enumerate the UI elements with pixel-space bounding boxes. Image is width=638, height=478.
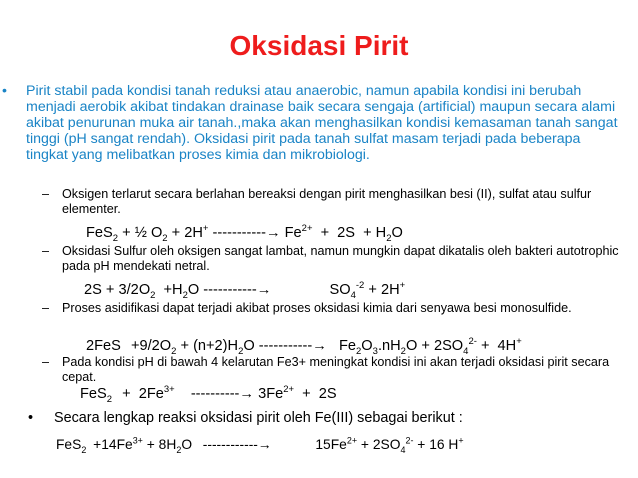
- equation-token: O: [138, 282, 151, 298]
- equation-token: FeS: [94, 338, 121, 354]
- equation-token: SO: [442, 338, 464, 354]
- equation-token: +: [368, 282, 377, 298]
- equation-token: 3+: [163, 384, 175, 396]
- equation-token: +: [458, 435, 464, 446]
- equation-token: O: [181, 437, 193, 452]
- equation-token: SO: [380, 437, 401, 452]
- equation-token: 2: [81, 444, 87, 455]
- equation-token: Fe: [266, 386, 284, 402]
- equation-1: [86, 225, 403, 242]
- sub-point-3-text: Proses asidifikasi dapat terjadi akibat proses oksidasi kimia dari senyawa besi monosulfide.: [62, 301, 572, 315]
- equation-token: +: [163, 282, 173, 298]
- equation-token: 2: [106, 393, 113, 405]
- reaction-arrow-3: -----------→: [258, 338, 327, 354]
- summary-bullet: [28, 410, 463, 427]
- equation-token: 16: [429, 437, 445, 452]
- equation-token: +: [302, 386, 311, 402]
- equation-token: +: [360, 437, 369, 452]
- equation-token: H: [192, 225, 203, 241]
- equation-token: 2: [372, 437, 381, 452]
- equation-token: 2: [86, 338, 95, 354]
- equation-token: 2+: [283, 384, 295, 396]
- equation-token: +: [516, 336, 522, 348]
- bullet-icon: •: [28, 410, 34, 426]
- reaction-arrow-5: ------------→: [202, 437, 272, 452]
- intro-paragraph: [2, 83, 620, 163]
- equation-token: 2-: [468, 336, 477, 348]
- equation-token: 2+: [301, 223, 313, 235]
- equation-token: 2: [176, 444, 182, 455]
- equation-4: [80, 386, 337, 403]
- equation-token: 2: [84, 282, 93, 298]
- equation-token: 2: [182, 289, 188, 301]
- equation-token: H: [505, 338, 517, 354]
- equation-token: (n+2): [193, 338, 228, 354]
- equation-token: O: [159, 338, 172, 354]
- equation-token: +: [180, 338, 189, 354]
- equation-token: +: [421, 338, 430, 354]
- equation-token: H: [375, 225, 387, 241]
- equation-token: +: [399, 280, 406, 292]
- equation-token: 2+: [346, 435, 358, 446]
- equation-token: 14: [101, 437, 117, 452]
- equation-token: 3+: [132, 435, 143, 446]
- equation-token: 3: [372, 345, 378, 357]
- equation-token: +: [122, 225, 131, 241]
- reaction-arrow-1: -----------→: [212, 225, 281, 241]
- equation-token: H: [389, 282, 400, 298]
- dash-icon: –: [42, 301, 50, 315]
- equation-token: S: [92, 282, 102, 298]
- equation-3: [86, 338, 522, 355]
- equation-token: 3/2: [118, 282, 139, 298]
- equation-token: Fe: [116, 437, 133, 452]
- dash-icon: –: [42, 187, 50, 201]
- equation-token: H: [390, 338, 401, 354]
- equation-token: 2: [171, 345, 177, 357]
- intro-text: Pirit stabil pada kondisi tanah reduksi atau anaerobic, namun apabila kondisi ini berubah menjadi aerobik akibat tindakan drainase baik secara sengaja (artificial) maupun secara alami akibat penurunan muka air tanah.,maka akan menghasilkan kondisi kemasaman tanah sangat tinggi (pH sangat rendah). Oksidasi pirit pada tanah sulfat masam terjadi pada beberapa tingkat yang melibatkan proses kimia dan mikrobiologi.: [26, 83, 618, 163]
- equation-token: +: [171, 225, 181, 241]
- equation-token: +: [363, 225, 372, 241]
- equation-token: 4: [497, 338, 506, 354]
- equation-token: 4: [463, 345, 469, 357]
- equation-token: .n: [377, 338, 391, 354]
- equation-token: 4: [350, 289, 356, 301]
- equation-token: +: [122, 386, 131, 402]
- equation-token: Fe: [330, 437, 347, 452]
- equation-5: [56, 436, 464, 453]
- equation-token: 8: [158, 437, 167, 452]
- equation-token: H: [172, 282, 183, 298]
- equation-2: [84, 282, 405, 299]
- equation-token: H: [227, 338, 239, 354]
- equation-token: 2: [318, 386, 327, 402]
- bullet-icon: •: [2, 83, 7, 99]
- sub-point-1: [42, 187, 622, 217]
- equation-token: S: [326, 386, 337, 402]
- equation-token: 2: [138, 386, 147, 402]
- equation-token: Fe: [146, 386, 164, 402]
- equation-token: 15: [315, 437, 331, 452]
- equation-token: +: [320, 225, 330, 241]
- equation-token: -2: [355, 280, 365, 292]
- equation-token: +: [417, 437, 426, 452]
- equation-token: O: [361, 338, 373, 354]
- reaction-arrow-2: -----------→: [203, 282, 272, 298]
- equation-token: 3: [258, 386, 267, 402]
- equation-token: 4: [400, 444, 406, 455]
- equation-token: 2: [238, 345, 244, 357]
- equation-token: 2: [380, 282, 390, 298]
- equation-token: +: [202, 223, 209, 235]
- equation-token: S: [345, 225, 356, 241]
- equation-token: Fe: [284, 225, 302, 241]
- equation-token: Fe: [338, 338, 357, 354]
- sub-point-2: [42, 244, 622, 274]
- equation-token: 2: [184, 225, 193, 241]
- equation-token: 2: [386, 232, 392, 244]
- equation-token: O: [405, 338, 418, 354]
- summary-text: Secara lengkap reaksi oksidasi pirit oleh Fe(III) sebagai berikut :: [54, 410, 463, 426]
- equation-token: 2: [337, 225, 346, 241]
- equation-token: FeS: [56, 437, 82, 452]
- equation-token: 2: [433, 338, 443, 354]
- sub-point-2-text: Oksidasi Sulfur oleh oksigen sangat lambat, namun mungkin dapat dikatalis oleh bakteri autotrophic pada pH mendekati netral.: [62, 244, 619, 273]
- equation-token: FeS: [86, 225, 113, 241]
- sub-point-4-text: Pada kondisi pH di bawah 4 kelarutan Fe3+ meningkat kondisi ini akan terjadi oksidasi pirit secara cepat.: [62, 355, 610, 384]
- sub-point-4: [42, 355, 622, 385]
- equation-token: +: [146, 437, 155, 452]
- equation-token: O: [150, 225, 163, 241]
- sub-point-3: [42, 301, 622, 316]
- equation-token: ½: [134, 225, 147, 241]
- equation-token: +9/2: [130, 338, 160, 354]
- sub-point-1-text: Oksigen terlarut secara berlahan bereaksi dengan pirit menghasilkan besi (II), sulfat atau sulfur elementer.: [62, 187, 592, 216]
- equation-token: SO: [329, 282, 351, 298]
- equation-token: +: [93, 437, 102, 452]
- equation-token: 2: [162, 232, 168, 244]
- dash-icon: –: [42, 355, 50, 369]
- equation-token: 2-: [405, 435, 414, 446]
- equation-token: O: [187, 282, 200, 298]
- reaction-arrow-4: ----------→: [190, 386, 255, 402]
- equation-token: 2: [112, 232, 119, 244]
- equation-token: O: [243, 338, 255, 354]
- equation-token: 2: [400, 345, 406, 357]
- equation-token: +: [105, 282, 115, 298]
- slide-title: Oksidasi Pirit: [229, 30, 409, 61]
- equation-token: 2: [356, 345, 362, 357]
- equation-token: H: [448, 437, 459, 452]
- equation-token: H: [166, 437, 177, 452]
- equation-token: +: [480, 338, 490, 354]
- equation-token: 2: [150, 289, 156, 301]
- equation-token: FeS: [80, 386, 107, 402]
- dash-icon: –: [42, 244, 50, 258]
- equation-token: O: [391, 225, 403, 241]
